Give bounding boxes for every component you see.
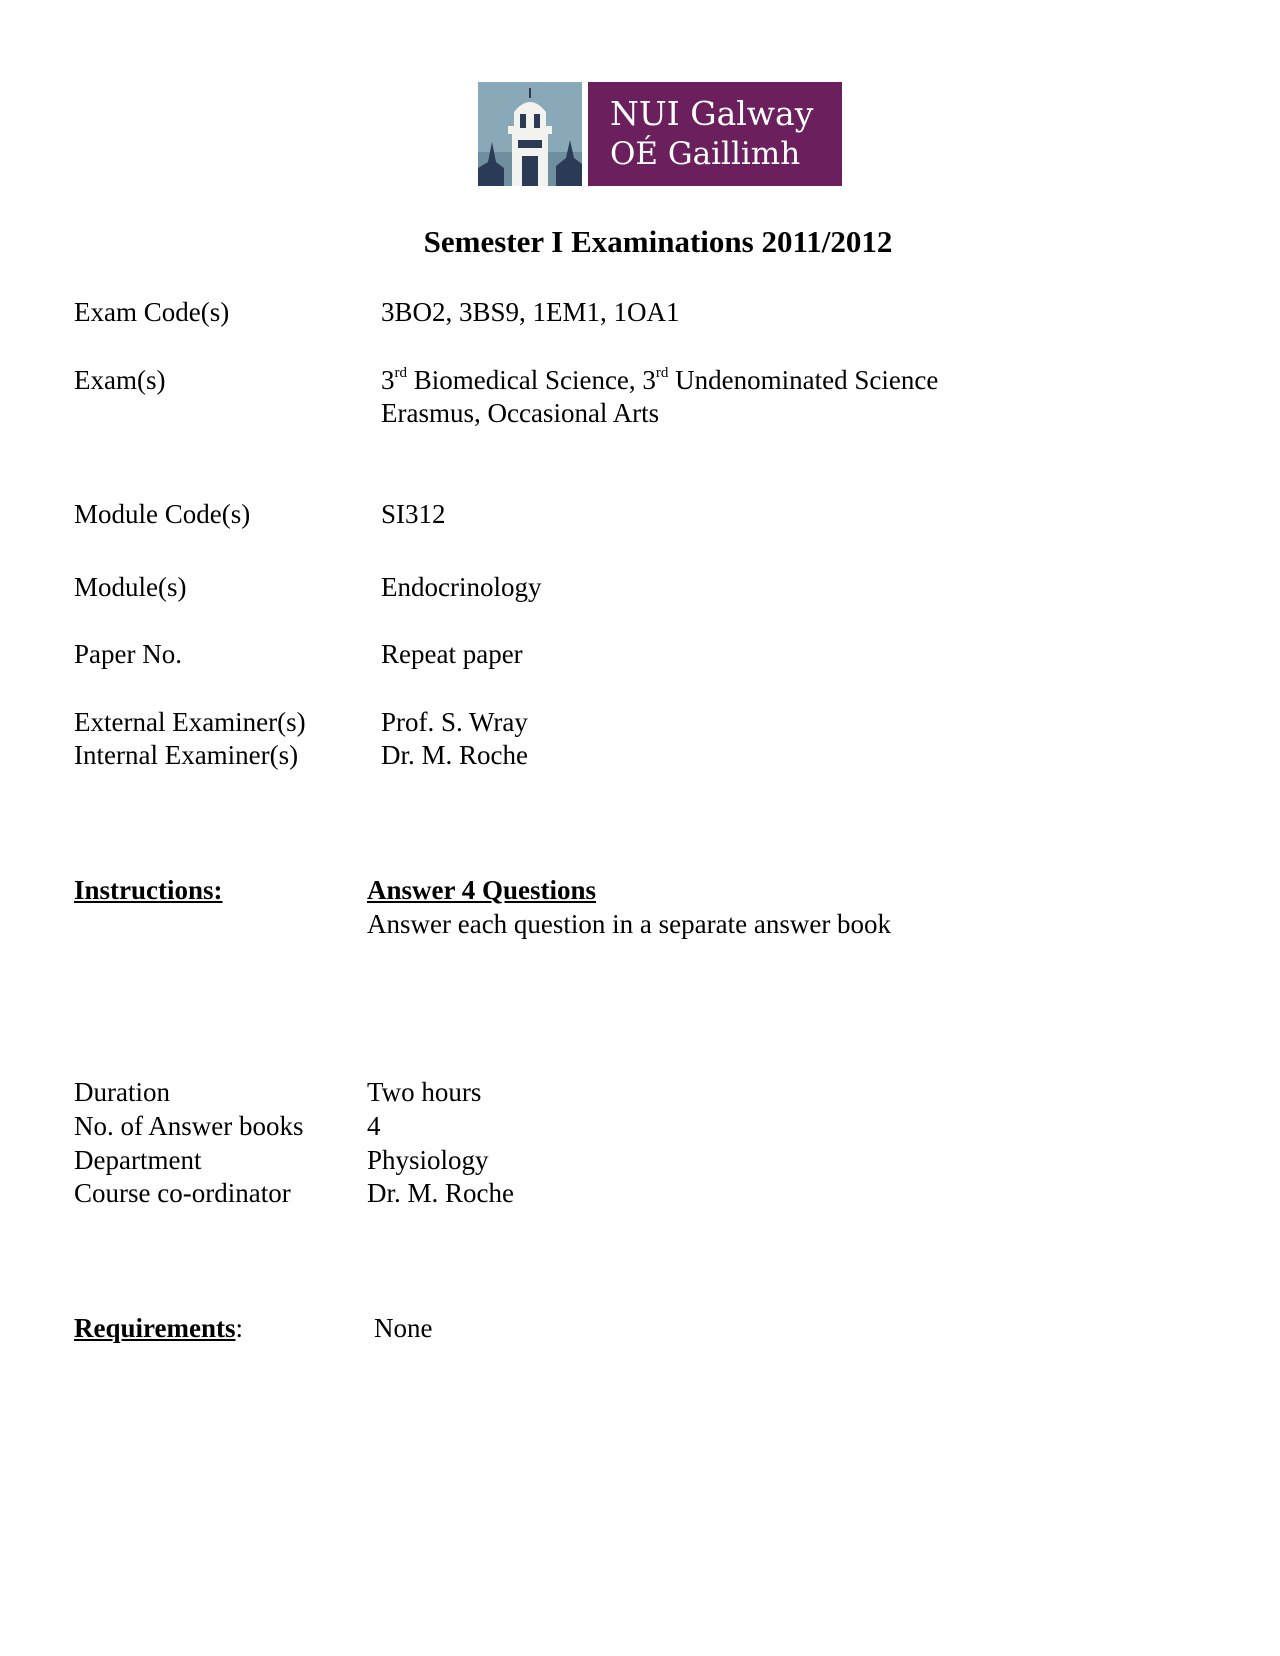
coordinator-value: Dr. M. Roche bbox=[367, 1178, 514, 1208]
exams-value-line1 bbox=[381, 364, 938, 398]
department-label: Department bbox=[74, 1145, 202, 1175]
exam-codes-label: Exam Code(s) bbox=[74, 297, 230, 327]
modules-value: Endocrinology bbox=[381, 572, 542, 602]
external-examiner-value: Prof. S. Wray bbox=[381, 707, 528, 737]
exams-ordinal-1-suffix: rd bbox=[394, 365, 407, 381]
logo-line1: NUI Galway bbox=[610, 94, 814, 133]
logo-line2: OÉ Gaillimh bbox=[610, 136, 801, 172]
paper-no-label: Paper No. bbox=[74, 639, 182, 669]
exams-text-2: Undenominated Science bbox=[668, 365, 939, 395]
external-examiner-label: External Examiner(s) bbox=[74, 707, 306, 737]
requirements-value: None bbox=[374, 1313, 433, 1343]
internal-examiner-value: Dr. M. Roche bbox=[381, 740, 528, 770]
requirements-label: Requirements bbox=[74, 1313, 236, 1343]
answer-books-value: 4 bbox=[367, 1111, 381, 1141]
exams-label: Exam(s) bbox=[74, 365, 166, 395]
module-codes-label: Module Code(s) bbox=[74, 499, 251, 529]
instructions-heading: Answer 4 Questions bbox=[367, 875, 597, 905]
module-codes-value: SI312 bbox=[381, 499, 446, 529]
duration-label: Duration bbox=[74, 1077, 170, 1107]
department-value: Physiology bbox=[367, 1145, 489, 1175]
modules-label: Module(s) bbox=[74, 572, 187, 602]
university-logo bbox=[478, 82, 842, 186]
internal-examiner-label: Internal Examiner(s) bbox=[74, 740, 299, 770]
exams-ordinal-2-suffix: rd bbox=[655, 365, 669, 381]
exams-ordinal-1: 3 bbox=[381, 365, 395, 395]
logo-wordmark bbox=[588, 82, 842, 186]
requirements-label-row bbox=[74, 1312, 243, 1346]
paper-no-value: Repeat paper bbox=[381, 639, 523, 669]
coordinator-label: Course co-ordinator bbox=[74, 1178, 291, 1208]
instructions-label: Instructions: bbox=[74, 875, 223, 905]
tower-emblem-icon bbox=[478, 82, 582, 186]
answer-books-label: No. of Answer books bbox=[74, 1111, 304, 1141]
instructions-text: Answer each question in a separate answer book bbox=[367, 909, 892, 939]
exams-value-line2: Erasmus, Occasional Arts bbox=[381, 398, 660, 428]
exams-text-1: Biomedical Science, 3 bbox=[407, 365, 656, 395]
requirements-colon: : bbox=[235, 1313, 244, 1343]
duration-value: Two hours bbox=[367, 1077, 482, 1107]
exam-codes-value: 3BO2, 3BS9, 1EM1, 1OA1 bbox=[381, 297, 680, 327]
page-title: Semester I Examinations 2011/2012 bbox=[423, 224, 893, 259]
